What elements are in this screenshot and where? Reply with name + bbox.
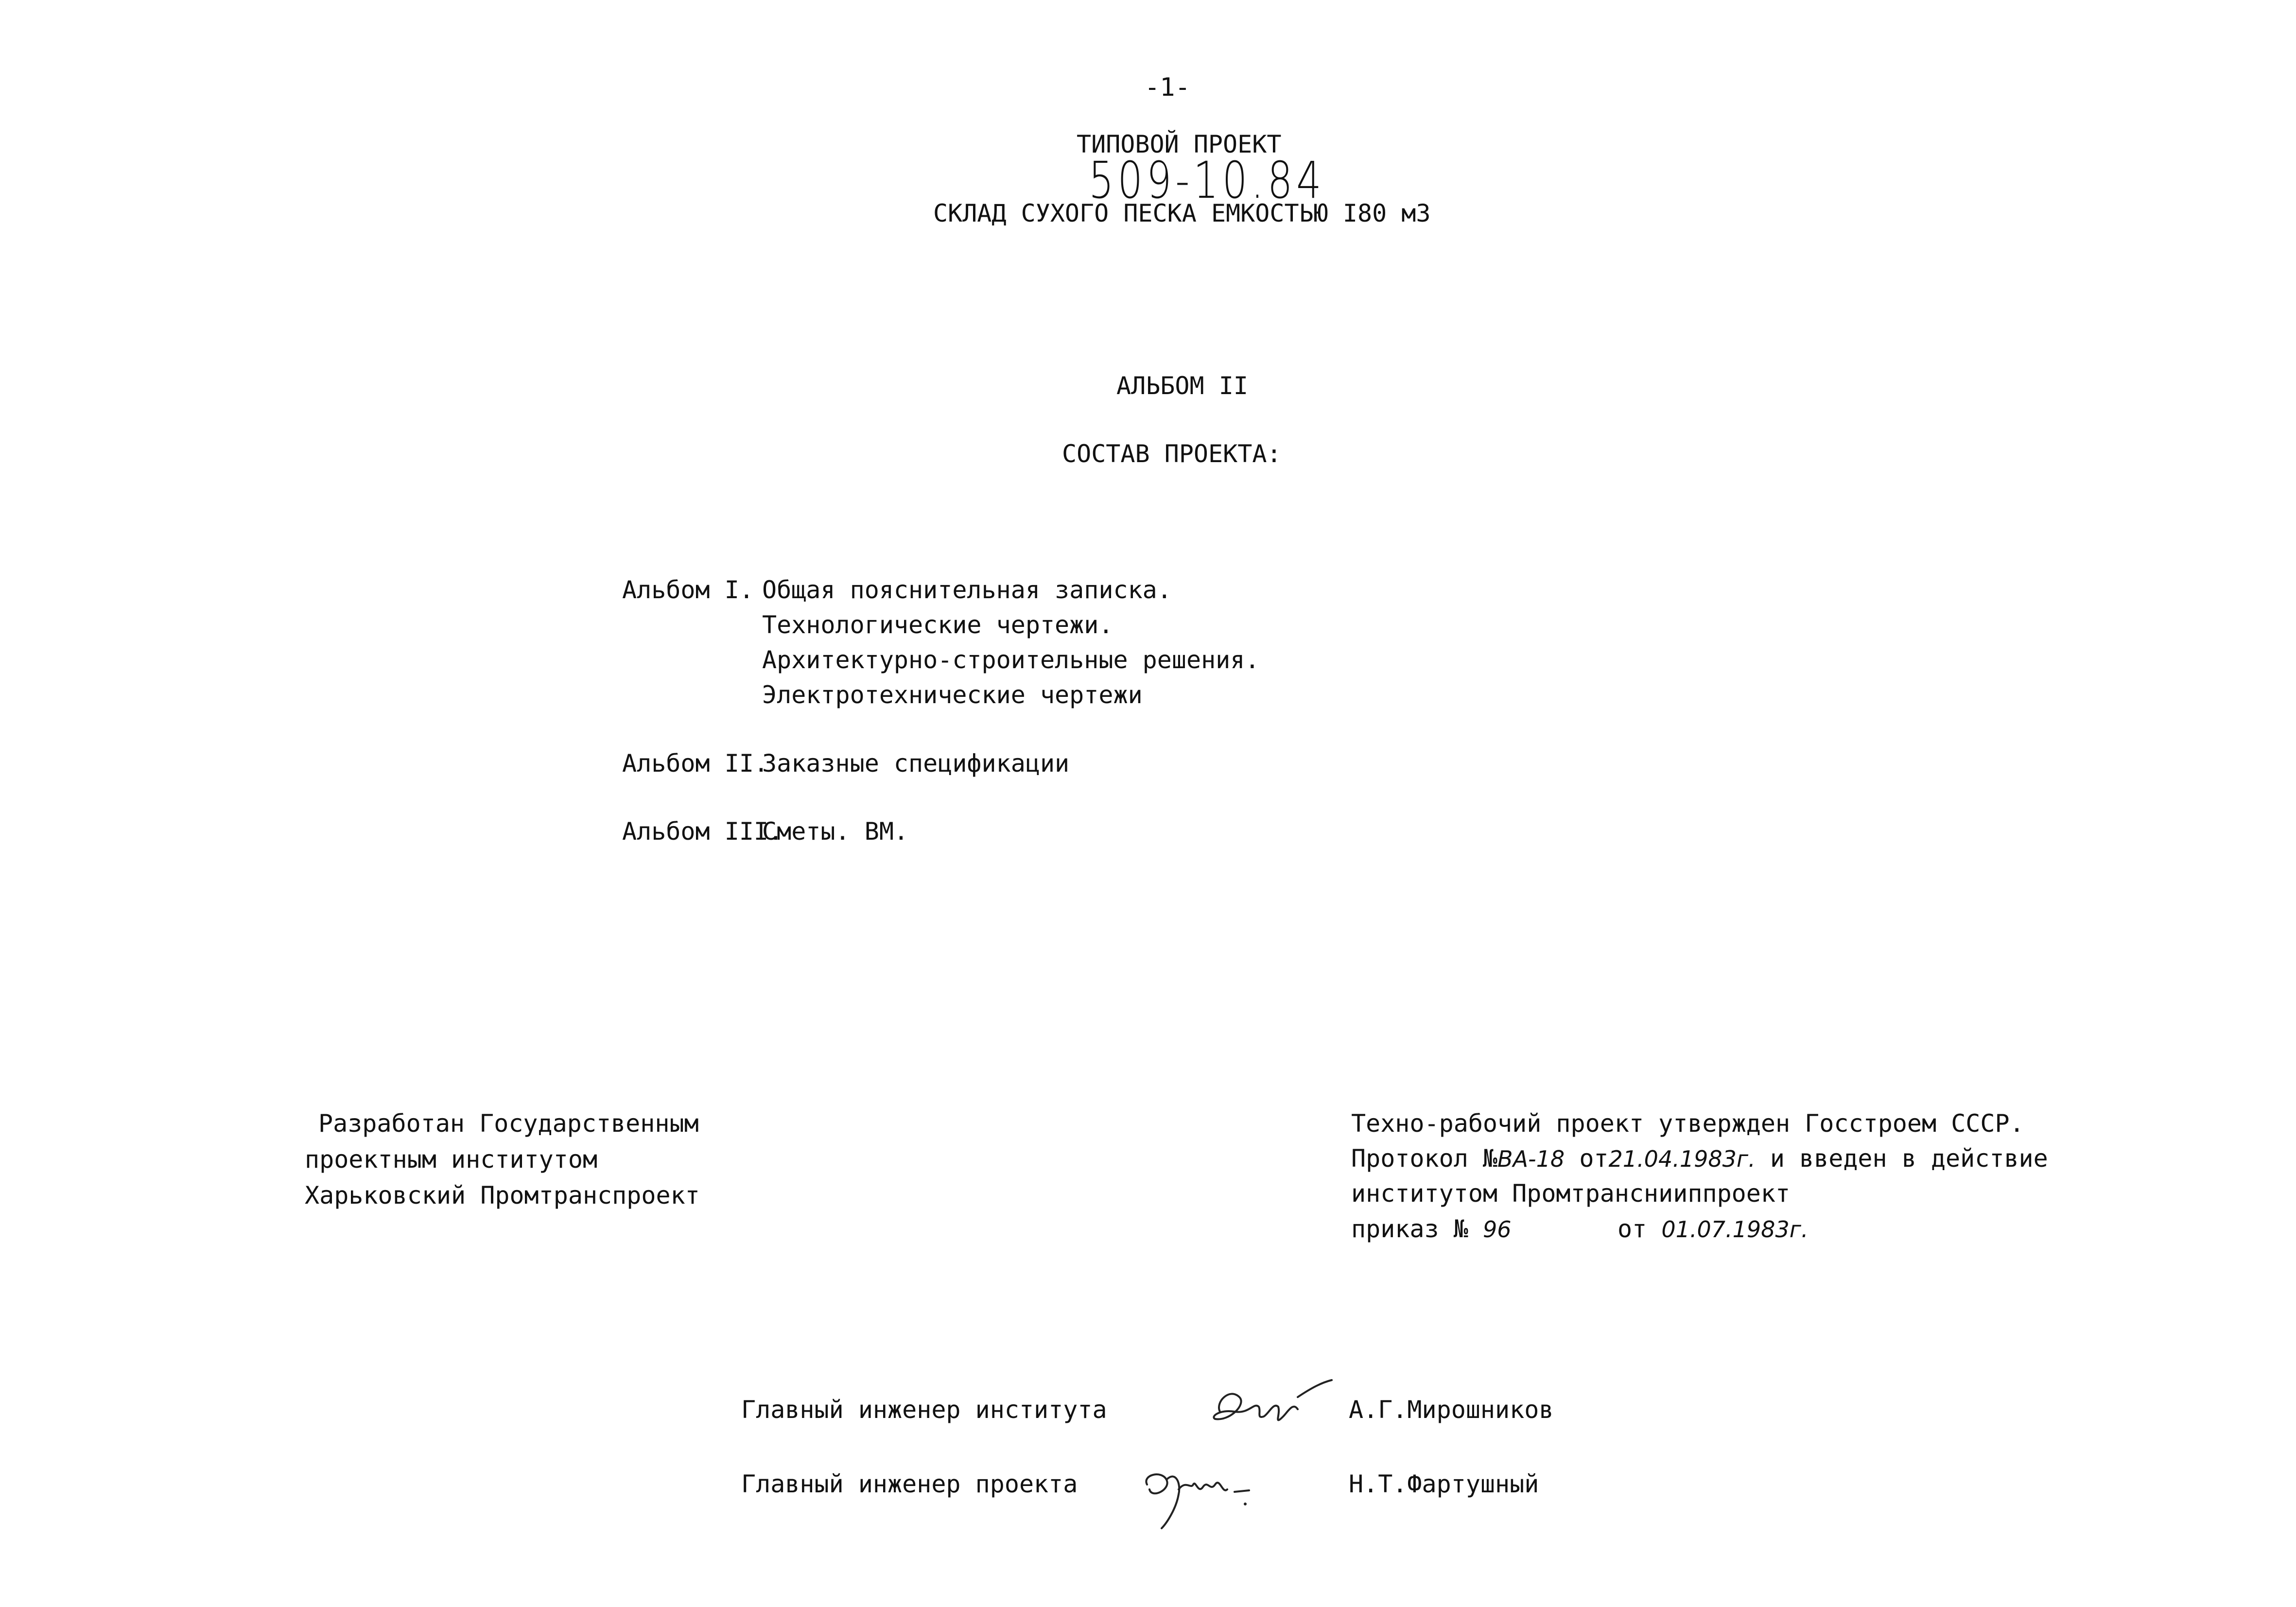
album-1-item: Архитектурно-строительные решения. [762, 646, 1260, 674]
album-1-item: Общая пояснительная записка. [762, 576, 1172, 604]
signature-role: Главный инженер института [741, 1396, 1107, 1424]
album-1-item: Технологические чертежи. [762, 611, 1113, 639]
developer-line: Разработан Государственным [318, 1109, 699, 1138]
order-from: от [1618, 1215, 1647, 1243]
order-number: 96 [1482, 1216, 1512, 1243]
composition-heading: СОСТАВ ПРОЕКТА: [1062, 440, 1282, 468]
album-1-item: Электротехнические чертежи [762, 681, 1143, 709]
approval-line: институтом Промтранснииппроект [1351, 1179, 1791, 1208]
project-number: 509-10.84 [1089, 151, 1325, 210]
approval-order [1351, 1215, 1511, 1243]
developer-line: проектным институтом [305, 1145, 598, 1174]
album-2-item: Заказные спецификации [762, 749, 1070, 778]
project-type: ТИПОВОЙ ПРОЕКТ [1077, 130, 1282, 158]
signature-role: Главный инженер проекта [741, 1470, 1078, 1498]
order-date: 01.07.1983г. [1661, 1216, 1809, 1243]
approval-line [1351, 1144, 2048, 1173]
album-heading: АЛЬБОМ II [1116, 372, 1248, 400]
order-prefix: приказ № [1351, 1215, 1468, 1243]
protocol-suffix: и введен в действие [1770, 1144, 2048, 1173]
page-number: -1- [1145, 73, 1190, 102]
album-3-label: Альбом III. [622, 817, 783, 846]
protocol-from: от [1579, 1144, 1609, 1173]
project-title: СКЛАД СУХОГО ПЕСКА ЕМКОСТЬЮ I80 м3 [933, 199, 1431, 227]
approval-line: Техно-рабочий проект утвержден Госстроем СССР. [1351, 1109, 2024, 1138]
developer-line: Харьковский Промтранспроект [305, 1181, 700, 1210]
handwritten-signature-1 [1200, 1368, 1337, 1436]
signature-name: Н.Т.Фартушный [1349, 1470, 1539, 1498]
signature-name: А.Г.Мирошников [1349, 1396, 1554, 1424]
protocol-date: 21.04.1983г. [1608, 1146, 1756, 1172]
order-date-line [1618, 1215, 1809, 1243]
protocol-prefix: Протокол № [1351, 1144, 1498, 1173]
album-3-item: Сметы. ВМ. [762, 817, 909, 846]
album-1-label: Альбом I. [622, 576, 754, 604]
album-2-label: Альбом II. [622, 749, 769, 778]
protocol-number: ВА-18 [1497, 1146, 1565, 1172]
handwritten-signature-2 [1132, 1455, 1273, 1533]
